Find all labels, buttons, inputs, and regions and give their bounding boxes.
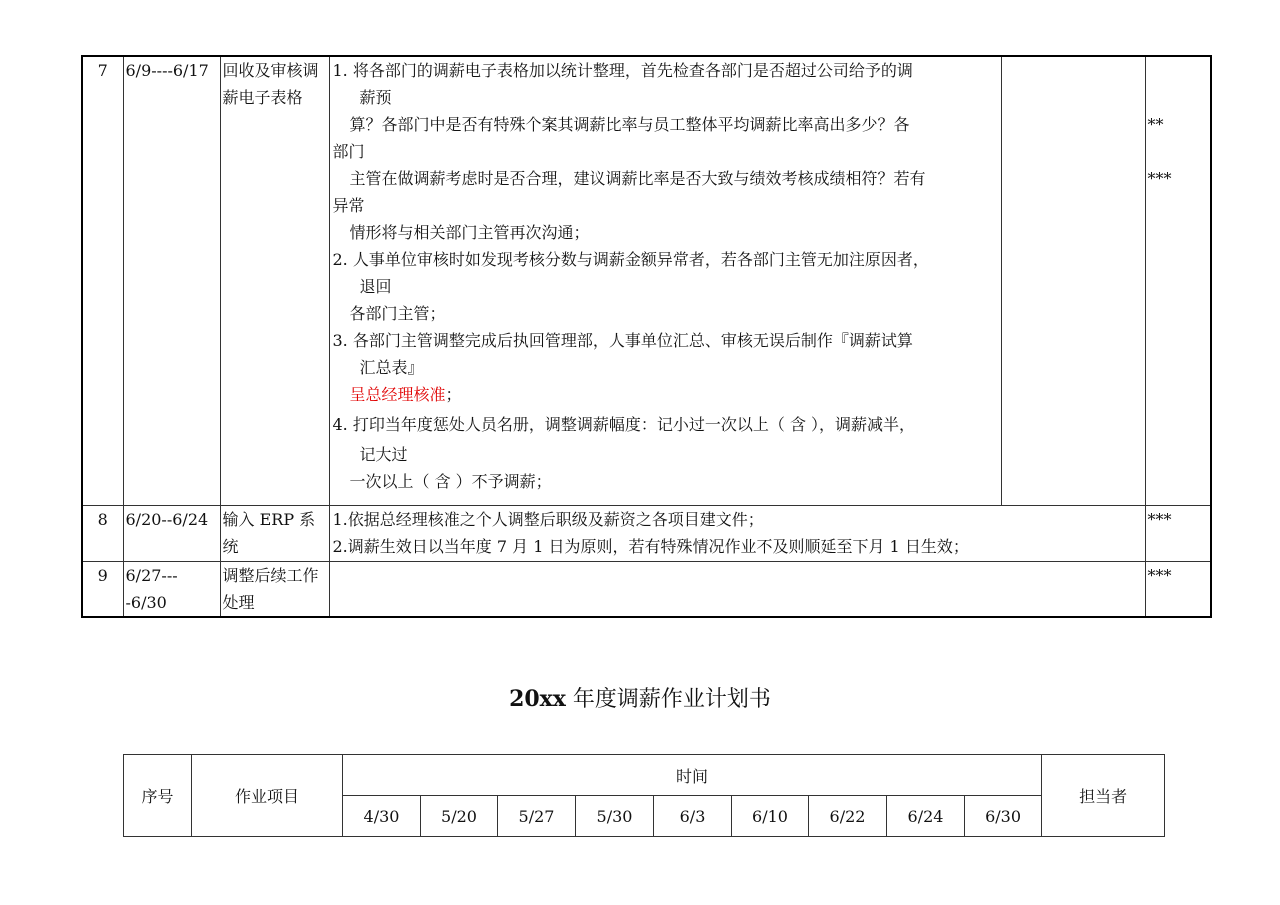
detail-line: 2. 人事单位审核时如发现考核分数与调薪金额异常者，若各部门主管无加注原因者， bbox=[332, 250, 929, 269]
detail-line: 1. 将各部门的调薪电子表格加以统计整理，首先检查各部门是否超过公司给予的调 bbox=[332, 61, 913, 80]
detail-line: 主管在做调薪考虑时是否合理，建议调薪比率是否大致与绩效考核成绩相符？若有 bbox=[349, 169, 926, 188]
table-row bbox=[82, 561, 1211, 617]
row-empty-cell bbox=[1001, 56, 1145, 505]
header-date: 6/3 bbox=[654, 796, 732, 837]
detail-line: 算？各部门中是否有特殊个案其调薪比率与员工整体平均调薪比率高出多少？各 bbox=[349, 115, 910, 134]
header-date: 6/30 bbox=[965, 796, 1042, 837]
detail-line: 4. 打印当年度惩处人员名册，调整调薪幅度：记小过一次以上（ 含 ），调薪减半， bbox=[332, 415, 916, 434]
row-marks bbox=[1145, 56, 1211, 505]
detail-line: 记大过 bbox=[359, 445, 408, 464]
table-row bbox=[82, 505, 1211, 561]
header-date: 6/22 bbox=[809, 796, 887, 837]
detail-line: 3. 各部门主管调整完成后执回管理部，人事单位汇总、审核无误后制作『调薪试算 bbox=[332, 331, 913, 350]
header-sequence-number: 序号 bbox=[124, 755, 192, 837]
row-number: 9 bbox=[82, 561, 123, 617]
header-task-item: 作业项目 bbox=[192, 755, 343, 837]
title-year: 20xx bbox=[509, 686, 566, 712]
title-text: 年度调薪作业计划书 bbox=[565, 687, 771, 712]
table-row bbox=[82, 56, 1211, 505]
salary-plan-table-continued bbox=[81, 55, 1212, 618]
row-date-range: 6/20--6/24 bbox=[123, 505, 220, 561]
detail-text: ； bbox=[445, 385, 462, 404]
row-task-name: 回收及审核调薪电子表格 bbox=[220, 56, 329, 505]
header-date: 5/30 bbox=[576, 796, 654, 837]
row-number: 8 bbox=[82, 505, 123, 561]
schedule-header-table bbox=[123, 754, 1165, 837]
row-task-details bbox=[329, 505, 1145, 561]
detail-line: 部门 bbox=[332, 142, 365, 161]
header-time: 时间 bbox=[343, 755, 1042, 796]
highlight-text: 呈总经理核准 bbox=[349, 385, 446, 404]
mark: *** bbox=[1147, 169, 1172, 188]
detail-line: 2.调薪生效日以当年度 7 月 1 日为原则，若有特殊情况作业不及则顺延至下月 1 日生效； bbox=[332, 536, 969, 556]
row-task-details bbox=[329, 56, 1001, 505]
header-date: 6/24 bbox=[887, 796, 965, 837]
header-date: 4/30 bbox=[343, 796, 421, 837]
row-number: 7 bbox=[82, 56, 123, 505]
detail-line: 各部门主管； bbox=[349, 304, 446, 323]
row-date-range: 6/27----6/30 bbox=[123, 561, 220, 617]
row-task-details bbox=[329, 561, 1145, 617]
detail-line bbox=[333, 381, 999, 408]
detail-line: 情形将与相关部门主管再次沟通； bbox=[349, 223, 590, 242]
mark: ** bbox=[1147, 115, 1164, 134]
detail-line: 薪预 bbox=[359, 88, 392, 107]
row-mark: *** bbox=[1145, 561, 1211, 617]
detail-line: 异常 bbox=[332, 196, 365, 215]
row-task-name: 调整后续工作处理 bbox=[220, 561, 329, 617]
header-date: 6/10 bbox=[732, 796, 809, 837]
detail-line: 1.依据总经理核准之个人调整后职级及薪资之各项目建文件； bbox=[332, 509, 764, 529]
row-mark: *** bbox=[1145, 505, 1211, 561]
detail-line: 退回 bbox=[359, 277, 392, 296]
row-task-name: 输入 ERP 系统 bbox=[220, 505, 329, 561]
detail-line: 一次以上（ 含 ）不予调薪； bbox=[349, 472, 552, 491]
header-date: 5/20 bbox=[421, 796, 498, 837]
header-date: 5/27 bbox=[498, 796, 576, 837]
row-date-range: 6/9----6/17 bbox=[123, 56, 220, 505]
page-title bbox=[0, 683, 1280, 716]
detail-line: 汇总表』 bbox=[359, 358, 424, 377]
header-owner: 担当者 bbox=[1042, 755, 1165, 837]
